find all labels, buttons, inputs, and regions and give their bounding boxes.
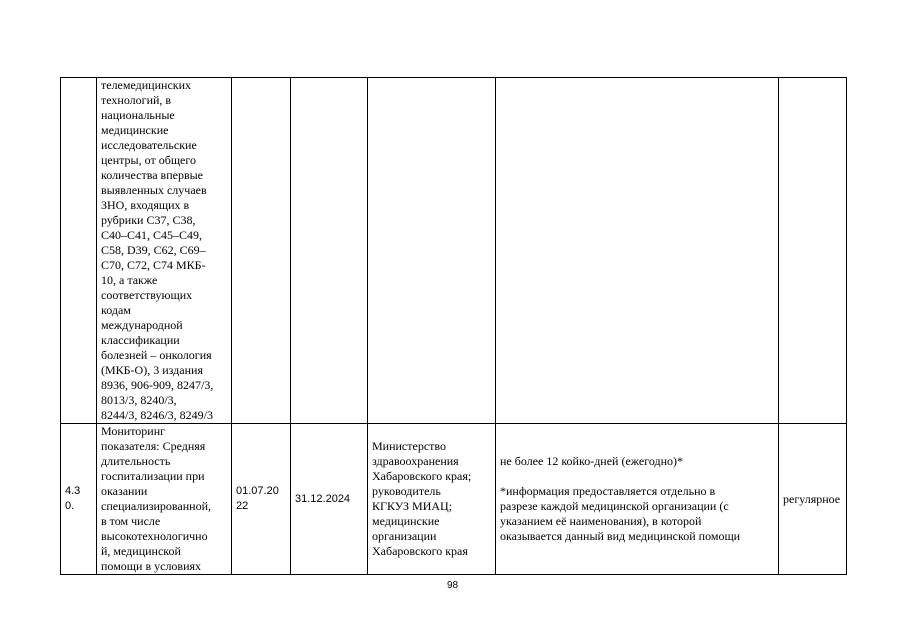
document-table xyxy=(60,77,847,575)
row-number-cell: 4.3 0. xyxy=(61,424,97,575)
table-row xyxy=(61,78,847,424)
indicator-description-cell: Мониторинг показателя: Средняя длительность госпитализации при оказании специализированной, в том числе высокотехнологично й, медицинской помощи в условиях xyxy=(97,424,232,575)
frequency-cell xyxy=(779,78,847,424)
target-note-text: *информация предоставляется отдельно в разрезе каждой медицинской организации (с указанием её наименования), в которой оказывается данный вид медицинской помощи xyxy=(500,484,741,543)
start-date-cell: 01.07.20 22 xyxy=(232,424,291,575)
start-date-cell xyxy=(232,78,291,424)
target-value-text: не более 12 койко-дней (ежегодно)* xyxy=(500,454,684,468)
indicator-description-cell: телемедицинских технологий, в национальные медицинские исследовательские центры, от общего количества впервые выявленных случаев ЗНО, входящих в рубрики С37, С38, C40–C41, C45–C49, C58, D39, С62, C69– C70, C72, C74 МКБ- 10, а также соответствующих кодам международной классификации болезней – онкология (МКБ-О), 3 издания 8936, 906-909, 8247/3, 8013/3, 8240/3, 8244/3, 8246/3, 8249/3 xyxy=(97,78,232,424)
row-number-cell xyxy=(61,78,97,424)
table-row xyxy=(61,424,847,575)
page-number: 98 xyxy=(446,580,459,591)
target-value-cell xyxy=(496,78,779,424)
responsible-cell xyxy=(368,78,496,424)
frequency-cell: регулярное xyxy=(779,424,847,575)
end-date-cell: 31.12.2024 xyxy=(291,424,368,575)
target-value-cell xyxy=(496,424,779,575)
end-date-cell xyxy=(291,78,368,424)
responsible-cell: Министерство здравоохранения Хабаровского края; руководитель КГКУЗ МИАЦ; медицинские организации Хабаровского края xyxy=(368,424,496,575)
